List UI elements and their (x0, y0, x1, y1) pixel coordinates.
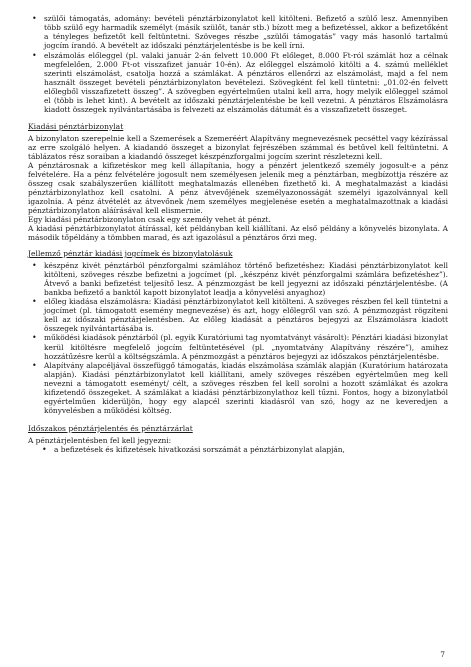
bullet-list-top (28, 14, 448, 115)
section-heading-penztarjelentes: Időszakos pénztárjelentés és pénztárzárlat (28, 423, 193, 433)
bullet-list-penztarjelentes (28, 445, 448, 454)
paragraph: A kiadási pénztárbizonylatot átírással, két példányban kell kiállítani. Az első példány a könyvelés bizonylata. A második tőpéldány a tömbben marad, és azt igazolásul a pénztáros őrzi meg. (28, 223, 448, 243)
list-item: • működési kiadások pénztárból (pl. egyik Kuratóriumi tag nyomtatványt vásárolt): Pénztári kiadási bizonylat kerül kitöltésre megfelelő jogcím feltüntetésével (pl. „nyomtatvány Alapítvány részére”), amihez hozzátűzésre kerül a költségszámla. A pénzmozgást a pénztáros bejegyzi az időszakos pénztárjelentésbe. (28, 333, 448, 360)
list-item: • szülői támogatás, adomány: bevételi pénztárbizonylatot kell kitölteni. Befizető a szülő lesz. Amennyiben több szülő egy harmadik személyt (másik szülőt, tanár stb.) bízott meg a befizetéssel, akkor a befizetőként a tényleges befizetőt kell feltüntetni. Szöveges részbe „szülői támogatás” vagy más hasonló tartalmú jogcím írandó. A bevételt az időszaki pénztárjelentésbe is be kell írni. (28, 14, 448, 50)
section-heading-jogcimek: Jellemző pénztár kiadási jogcímek és bizonylatolásuk (28, 249, 233, 259)
page-content (28, 14, 448, 454)
paragraph: A bizonylaton szerepelnie kell a Szemerések a Szemeréért Alapítvány megnevezésnek pecséttel vagy kézírással az erre szolgáló helyen. A kiadandó összeget a bizonylat fejrészében számmal és betűvel kell feltüntetni. A táblázatos rész soraiban a kiadandó összeget készpénzforgalmi jogcím szerint részletezni kell. (28, 133, 448, 161)
list-item: • Alapítvány alapcéljával összefüggő támogatás, kiadás elszámolása számlák alapján (Kuratórium határozata alapján). Kiadási pénztárbizonylatot kell kiállítani, amely szöveges részében egyértelműen meg kell nevezni a támogatott eseményt/ célt, a szöveges részben fel kell sorolni a hozott számlákat és azokra kifizetendő összegeket. A számlákat a kiadási pénztárbizonylathoz kell tűzni. Fontos, hogy a bizonylatból egyértelműen kiderüljön, hogy egy alapcél szerinti kiadásról van szó, hogy az ne keveredjen a könyvelésben a működési költség. (28, 361, 448, 415)
section-heading-kiadasi-bizonylat: Kiadási pénztárbizonylat (28, 121, 124, 131)
list-item: • elszámolás előleggel (pl. valaki január 2-án felvett 10.000 Ft előleget, 8.000 Ft-ról számlát hoz a célnak megfelelően, 2.000 Ft-ot visszafizet január 10-én). Az előleggel elszámoló kitölti a 4. számú melléklet szerinti elszámolást, csatolja hozzá a számlákat. A pénztáros ellenőrzi az elszámolást, majd a fel nem használt összeget bevételi pénztárbizonylaton bevételezi. Szövegként fel kell tüntetni: „01.02-én felvett előlegből visszafizetett összeg”. A szövegben egyértelműen utalni kell arra, hogy melyik előleggel számol el (több is lehet kint). A bevételt az időszaki pénztárjelentésbe be kell vezetni. A pénztáros Elszámolásra kiadott összegek nyilvántartásába is felvezeti az elszámolás dátumát és a visszafizetett összeget. (28, 51, 448, 114)
page-number: 7 (440, 650, 445, 659)
bullet-list-jogcimek (28, 261, 448, 415)
paragraph: A pénztárjelentésben fel kell jegyezni: (28, 435, 172, 445)
paragraph: Egy kiadási pénztárbizonylaton csak egy személy vehet át pénzt. (28, 214, 271, 224)
list-item: • a befizetések és kifizetések hivatkozási sorszámát a pénztárbizonylat alapján, (28, 445, 448, 454)
paragraph: A pénztárosnak a kifizetéskor meg kell állapítania, hogy a pénzért jelentkező személy jogosult-e a pénz felvételére. Ha a pénz felvételére jogosult nem személyesen jelenik meg a pénztárban, megbízottja részére az összeg csak szabályszerűen kiállított meghatalmazás ellenében fizethető ki. A meghatalmazást a kiadási pénztárbizonylathoz kell csatolni. A pénz átvevőjének személyazonosságát személyi igazolvánnyal kell igazolnia. A pénz átvételét az átvevőnek /nem személyes megjelenése esetén a meghatalmazottnak a kiadási pénztárbizonylaton aláírásával kell elismernie. (28, 160, 448, 215)
list-item: • készpénz kivét pénztárból pénzforgalmi számlához történő befizetéshez: Kiadási pénztárbizonylatot kell kitölteni, szöveges részbe befizetni a jogcímet (pl. „készpénz kivét pénzforgalmi számlára befizetéshez”). Átvevő a banki befizetést teljesítő lesz. A pénzmozgást be kell jegyezni az időszaki pénztárjelentésbe. (A bankba befizető a banktól kapott bizonylatot leadja a könyvelési anyaghoz) (28, 261, 448, 297)
list-item: • előleg kiadása elszámolásra: Kiadási pénztárbizonylatot kell kitölteni. A szöveges részben fel kell tüntetni a jogcímet (pl. támogatott esemény megnevezése) és azt, hogy előlegről van szó. A pénzmozgást rögzíteni kell az időszaki pénztárjelentésben. Az előleg kiadását a pénztáros bejegyzi az Elszámolásra kiadott összegek nyilvántartásába is. (28, 297, 448, 333)
